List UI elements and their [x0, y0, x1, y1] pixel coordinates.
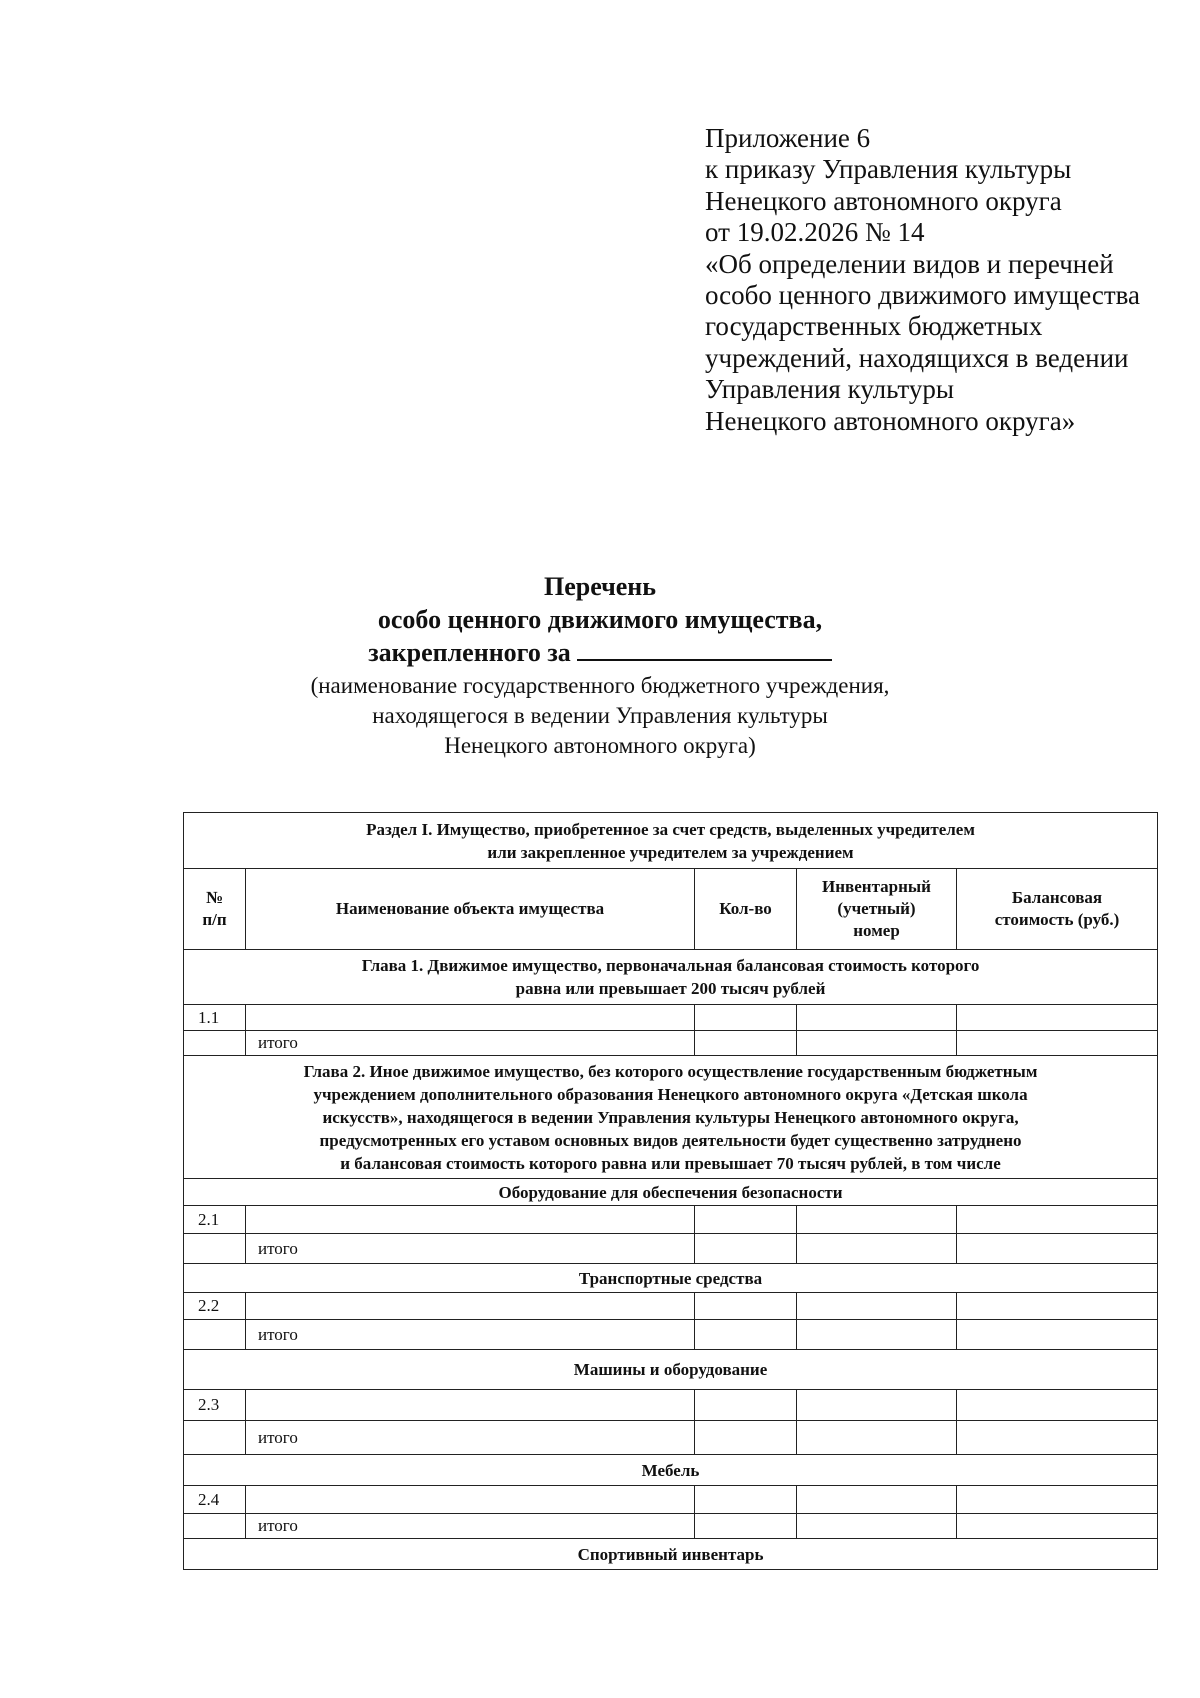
- cell-cost: [957, 1293, 1158, 1320]
- cell-name: [246, 1206, 695, 1234]
- category-row: [184, 1539, 1158, 1570]
- title-subject: особо ценного движимого имущества,: [377, 605, 823, 634]
- appendix-line: государственных бюджетных: [705, 311, 1043, 342]
- appendix-block: [705, 123, 1140, 437]
- row-number: 2.3: [184, 1390, 246, 1421]
- cell-qty: [695, 1206, 797, 1234]
- cell-inventory: [797, 1005, 957, 1031]
- header-qty: Кол-во: [695, 869, 797, 950]
- title-heading: Перечень: [543, 572, 657, 601]
- caption-line: Ненецкого автономного округа): [444, 733, 756, 758]
- document-title: [0, 570, 1200, 761]
- appendix-line: от 19.02.2026 № 14: [705, 217, 925, 248]
- table-row: [184, 1005, 1158, 1031]
- category-machines: Машины и оборудование: [184, 1350, 1158, 1390]
- appendix-line: Управления культуры: [705, 374, 954, 405]
- cell-cost: [957, 1234, 1158, 1264]
- category-row: [184, 1179, 1158, 1206]
- title-caption: [0, 671, 1200, 761]
- itogo-row: [184, 1031, 1158, 1056]
- cell-qty: [695, 1234, 797, 1264]
- header-cost-line: Балансовая: [1011, 888, 1103, 907]
- cell-name: [246, 1293, 695, 1320]
- cell-qty: [695, 1005, 797, 1031]
- cell-qty: [695, 1514, 797, 1539]
- cell-inventory: [797, 1421, 957, 1455]
- category-row: [184, 1350, 1158, 1390]
- chapter-row: [184, 950, 1158, 1005]
- row-number: 2.2: [184, 1293, 246, 1320]
- cell-inventory: [797, 1514, 957, 1539]
- table-row: [184, 1486, 1158, 1514]
- chapter-heading-line: учреждением дополнительного образования Ненецкого автономного округа «Детская школа: [313, 1084, 1028, 1104]
- header-num: [184, 869, 246, 950]
- chapter-heading-line: равна или превышает 200 тысяч рублей: [515, 979, 826, 998]
- cell-cost: [957, 1031, 1158, 1056]
- table-row: [184, 1206, 1158, 1234]
- cell-cost: [957, 1514, 1158, 1539]
- cell-qty: [695, 1320, 797, 1350]
- cell-cost: [957, 1421, 1158, 1455]
- header-num-line: п/п: [202, 910, 227, 929]
- itogo-row: [184, 1514, 1158, 1539]
- cell-name: [246, 1390, 695, 1421]
- row-number: [184, 1320, 246, 1350]
- row-number: 2.4: [184, 1486, 246, 1514]
- cell-inventory: [797, 1206, 957, 1234]
- cell-cost: [957, 1486, 1158, 1514]
- row-number: 2.1: [184, 1206, 246, 1234]
- cell-inventory: [797, 1293, 957, 1320]
- table-row: [184, 1293, 1158, 1320]
- category-furniture: Мебель: [184, 1455, 1158, 1486]
- chapter-2-heading: [184, 1056, 1158, 1179]
- row-number: 1.1: [184, 1005, 246, 1031]
- itogo-label: итого: [246, 1514, 695, 1539]
- row-number: [184, 1234, 246, 1264]
- chapter-heading-line: предусмотренных его уставом основных видов деятельности будет существенно затруднено: [319, 1130, 1022, 1150]
- property-table: [183, 812, 1158, 1570]
- section-1-heading: [184, 813, 1158, 869]
- header-cost: [957, 869, 1158, 950]
- appendix-line: особо ценного движимого имущества: [705, 280, 1141, 311]
- itogo-label: итого: [246, 1421, 695, 1455]
- chapter-1-heading: [184, 950, 1158, 1005]
- cell-cost: [957, 1206, 1158, 1234]
- cell-name: [246, 1486, 695, 1514]
- title-assigned-to: [0, 636, 1200, 669]
- category-row: [184, 1455, 1158, 1486]
- category-row: [184, 1264, 1158, 1293]
- cell-inventory: [797, 1390, 957, 1421]
- category-transport: Транспортные средства: [184, 1264, 1158, 1293]
- cell-inventory: [797, 1031, 957, 1056]
- table-row: [184, 1390, 1158, 1421]
- cell-qty: [695, 1031, 797, 1056]
- section-row: [184, 813, 1158, 869]
- appendix-line: Ненецкого автономного округа»: [705, 405, 1076, 436]
- chapter-row: [184, 1056, 1158, 1179]
- cell-qty: [695, 1390, 797, 1421]
- header-inventory-line: Инвентарный: [822, 877, 931, 896]
- itogo-row: [184, 1320, 1158, 1350]
- appendix-line: «Об определении видов и перечней: [705, 248, 1114, 279]
- header-row: [184, 869, 1158, 950]
- cell-qty: [695, 1293, 797, 1320]
- chapter-heading-line: Глава 1. Движимое имущество, первоначальная балансовая стоимость которого: [361, 956, 980, 975]
- row-number: [184, 1514, 246, 1539]
- row-number: [184, 1421, 246, 1455]
- section-heading-line: или закрепленное учредителем за учреждением: [487, 842, 854, 862]
- cell-qty: [695, 1421, 797, 1455]
- cell-inventory: [797, 1486, 957, 1514]
- cell-inventory: [797, 1234, 957, 1264]
- caption-line: (наименование государственного бюджетного учреждения,: [310, 673, 890, 698]
- itogo-label: итого: [246, 1320, 695, 1350]
- category-security: Оборудование для обеспечения безопасности: [184, 1179, 1158, 1206]
- appendix-line: Приложение 6: [705, 123, 871, 153]
- cell-cost: [957, 1390, 1158, 1421]
- caption-line: находящегося в ведении Управления культуры: [372, 703, 828, 728]
- row-number: [184, 1031, 246, 1056]
- header-name: Наименование объекта имущества: [246, 869, 695, 950]
- cell-cost: [957, 1005, 1158, 1031]
- cell-cost: [957, 1320, 1158, 1350]
- title-assigned-label: закрепленного за: [368, 638, 571, 667]
- category-sport: Спортивный инвентарь: [184, 1539, 1158, 1570]
- header-inventory: [797, 869, 957, 950]
- itogo-label: итого: [246, 1031, 695, 1056]
- appendix-line: к приказу Управления культуры: [705, 154, 1072, 185]
- chapter-heading-line: Глава 2. Иное движимое имущество, без которого осуществление государственным бюджетным: [303, 1061, 1038, 1081]
- header-inventory-line: (учетный): [837, 899, 916, 918]
- chapter-heading-line: и балансовая стоимость которого равна или превышает 70 тысяч рублей, в том числе: [340, 1153, 1001, 1173]
- chapter-heading-line: искусств», находящегося в ведении Управления культуры Ненецкого автономного округа,: [322, 1107, 1019, 1127]
- header-num-line: №: [205, 888, 224, 907]
- cell-name: [246, 1005, 695, 1031]
- institution-blank-line: [577, 637, 832, 661]
- header-inventory-line: номер: [853, 921, 900, 940]
- itogo-row: [184, 1234, 1158, 1264]
- cell-qty: [695, 1486, 797, 1514]
- itogo-label: итого: [246, 1234, 695, 1264]
- header-cost-line: стоимость (руб.): [994, 910, 1120, 929]
- appendix-line: Ненецкого автономного округа: [705, 185, 1062, 216]
- cell-inventory: [797, 1320, 957, 1350]
- appendix-line: учреждений, находящихся в ведении: [705, 342, 1129, 373]
- itogo-row: [184, 1421, 1158, 1455]
- section-heading-line: Раздел I. Имущество, приобретенное за счет средств, выделенных учредителем: [366, 819, 975, 839]
